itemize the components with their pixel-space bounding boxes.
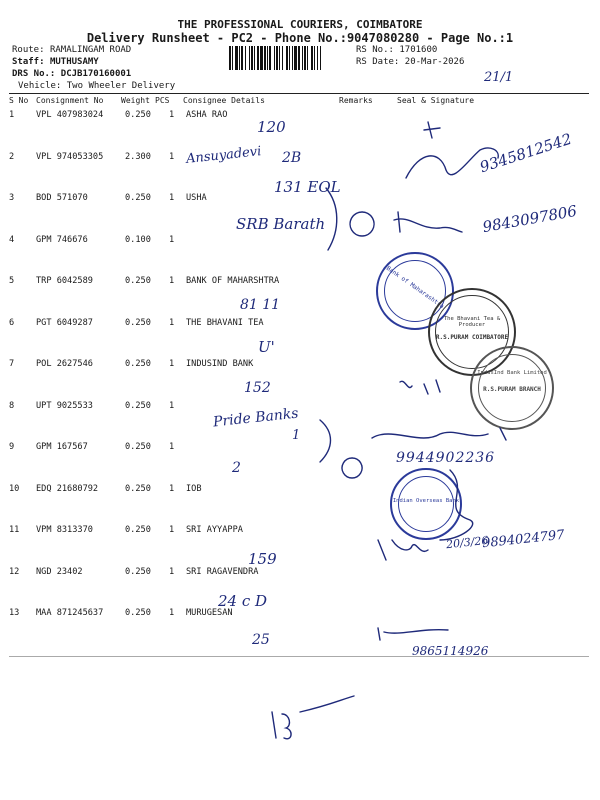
row-sno: 6 [9, 317, 15, 328]
col-sno: S No [9, 96, 29, 105]
row-pcs: 1 [169, 276, 175, 286]
row-sno: 9 [9, 442, 15, 452]
row-consignee: IOB [186, 483, 202, 494]
row-consignment: MAA 871245637 [36, 608, 104, 618]
row-consignee: MURUGESAN [186, 608, 233, 618]
row8-note: Pride Banks [212, 405, 300, 431]
row11-note: 159 [248, 550, 277, 568]
row-sno: 8 [9, 400, 15, 411]
row-sno: 4 [9, 234, 15, 245]
rs-no-value: 1701600 [399, 45, 438, 55]
rs-date-label: RS Date: [356, 57, 400, 67]
row-weight: 0.100 [125, 234, 151, 245]
row2-signature [406, 148, 498, 178]
col-pcs: PCS [155, 96, 170, 105]
row4-phone: 9843097806 [481, 201, 579, 237]
row-weight: 0.250 [125, 193, 151, 203]
rs-no-label: RS No.: [356, 45, 394, 55]
row-sno: 11 [9, 525, 20, 535]
row-weight: 0.250 [125, 110, 151, 120]
row-consignment: POL 2627546 [36, 359, 93, 369]
runsheet-title: Delivery Runsheet - PC2 - Phone No.:9047080280 - Page No.:1 [86, 31, 514, 45]
col-consignee: Consignee Details [183, 96, 265, 105]
row-weight: 0.250 [125, 608, 151, 618]
row-pcs: 1 [169, 525, 175, 535]
row9-circle [342, 458, 362, 478]
row-consignment: NGD 23402 [36, 566, 83, 577]
row9-note: 2 [232, 460, 241, 476]
indusind-text: IndusInd Bank Limited [477, 370, 547, 376]
row4-signature [394, 212, 462, 232]
row8-note2: 1 [292, 428, 301, 443]
row-sno: 3 [9, 193, 15, 203]
row-weight: 0.250 [125, 566, 151, 577]
row4-circle [350, 212, 374, 236]
row9-phone: 9944902236 [396, 450, 496, 466]
row-pcs: 1 [169, 608, 175, 618]
row-weight: 0.250 [125, 317, 151, 328]
staff-value: MUTHUSAMY [49, 57, 99, 67]
col-seal-signature: Seal & Signature [397, 96, 475, 105]
row11-date: 20/3/26 [445, 533, 489, 552]
row-consignment: EDQ 21680792 [36, 483, 99, 494]
company-name: THE PROFESSIONAL COURIERS, COIMBATORE [177, 18, 423, 31]
row-weight: 0.250 [125, 359, 151, 369]
row-weight: 0.250 [125, 276, 151, 286]
row-consignee: SRI AYYAPPA [186, 525, 243, 535]
row-consignment: BOD 571070 [36, 193, 88, 203]
row-sno: 10 [9, 483, 20, 494]
row-weight: 0.250 [125, 525, 151, 535]
row-consignee: ASHA RAO [186, 110, 228, 120]
drs-label: DRS No.: [12, 69, 56, 79]
iob-text: Indian Overseas Bank [392, 498, 460, 504]
row-consignment: UPT 9025533 [36, 400, 93, 411]
route-label: Route: [12, 45, 45, 55]
row1-signature [424, 122, 440, 138]
row13-phone: 9865114926 [412, 644, 489, 658]
row-consignee: INDUSIND BANK [186, 359, 254, 369]
route-value: RAMALINGAM ROAD [49, 45, 132, 55]
row3-note: 131 EOL [274, 178, 341, 196]
row11-phone: 9894024797 [481, 527, 566, 552]
row-pcs: 1 [169, 193, 175, 203]
row-weight: 0.250 [125, 442, 151, 452]
row-sno: 7 [9, 359, 15, 369]
row-consignee: SRI RAGAVENDRA [186, 566, 259, 577]
row-consignment: VPM 8313370 [36, 525, 93, 535]
row-pcs: 1 [169, 359, 175, 369]
bottom-signature [272, 696, 354, 739]
row-pcs: 1 [169, 234, 175, 245]
row6-note: U' [258, 338, 275, 356]
drs-value: DCJB170160001 [60, 69, 132, 79]
row13-note: 25 [252, 632, 270, 648]
row2-name: Ansuyadevi [185, 144, 262, 167]
row1-note: 120 [257, 118, 286, 136]
col-consignment: Consignment No [36, 96, 104, 105]
row-pcs: 1 [169, 442, 175, 452]
row-pcs: 1 [169, 400, 175, 411]
row5-note: 81 11 [240, 297, 281, 313]
col-remarks: Remarks [339, 96, 373, 105]
row3-bracket [326, 188, 337, 250]
row-consignment: GPM 167567 [36, 442, 88, 452]
row-sno: 12 [9, 566, 20, 577]
row7-note: 152 [244, 380, 271, 396]
row11-signature [378, 540, 428, 560]
vehicle-line: Vehicle: Two Wheeler Delivery [18, 81, 176, 91]
row-consignment: VPL 407983024 [36, 110, 104, 120]
row-consignment: TRP 6042589 [36, 276, 93, 286]
staff-label: Staff: [12, 57, 45, 67]
row-pcs: 1 [169, 317, 175, 328]
bank-of-maharashtra-text: Bank of Maharashtra [384, 264, 446, 311]
row-sno: 2 [9, 151, 15, 162]
indusind-branch-text: R.S.PURAM BRANCH [483, 386, 541, 393]
row2-phone: 9345812542 [477, 129, 574, 177]
row2-note: 2B [282, 150, 302, 166]
row10-signature [440, 470, 473, 540]
row4-note: SRB Barath [236, 215, 326, 233]
row-sno: 1 [9, 110, 15, 120]
row8-bracket [320, 420, 331, 462]
row-consignee: BANK OF MAHARSHTRA [186, 276, 280, 286]
row9-signature [372, 428, 506, 440]
tea-producer-text: The Bhavani Tea & Producer [443, 316, 501, 328]
row-pcs: 1 [169, 151, 175, 162]
row-consignment: PGT 6049287 [36, 317, 93, 328]
col-weight: Weight [121, 96, 150, 105]
row-sno: 5 [9, 276, 15, 286]
rs-date-value: 20-Mar-2026 [404, 57, 465, 67]
row7-signature [400, 380, 440, 394]
row-consignment: VPL 974053305 [36, 151, 104, 162]
row-consignment: GPM 746676 [36, 234, 88, 245]
row-sno: 13 [9, 608, 20, 618]
row13-signature [378, 628, 448, 640]
rs-puram-text: R.S.PURAM COIMBATORE [435, 334, 509, 341]
row12-note: 24 c D [218, 592, 268, 610]
row-pcs: 1 [169, 566, 175, 577]
row-weight: 0.250 [125, 400, 151, 411]
row-pcs: 1 [169, 483, 175, 494]
row-pcs: 1 [169, 110, 175, 120]
corner-note: 21/1 [484, 70, 514, 85]
row-weight: 2.300 [125, 151, 151, 162]
row-consignee: USHA [186, 193, 207, 203]
row-consignee: THE BHAVANI TEA [186, 317, 264, 328]
row-weight: 0.250 [125, 483, 151, 494]
